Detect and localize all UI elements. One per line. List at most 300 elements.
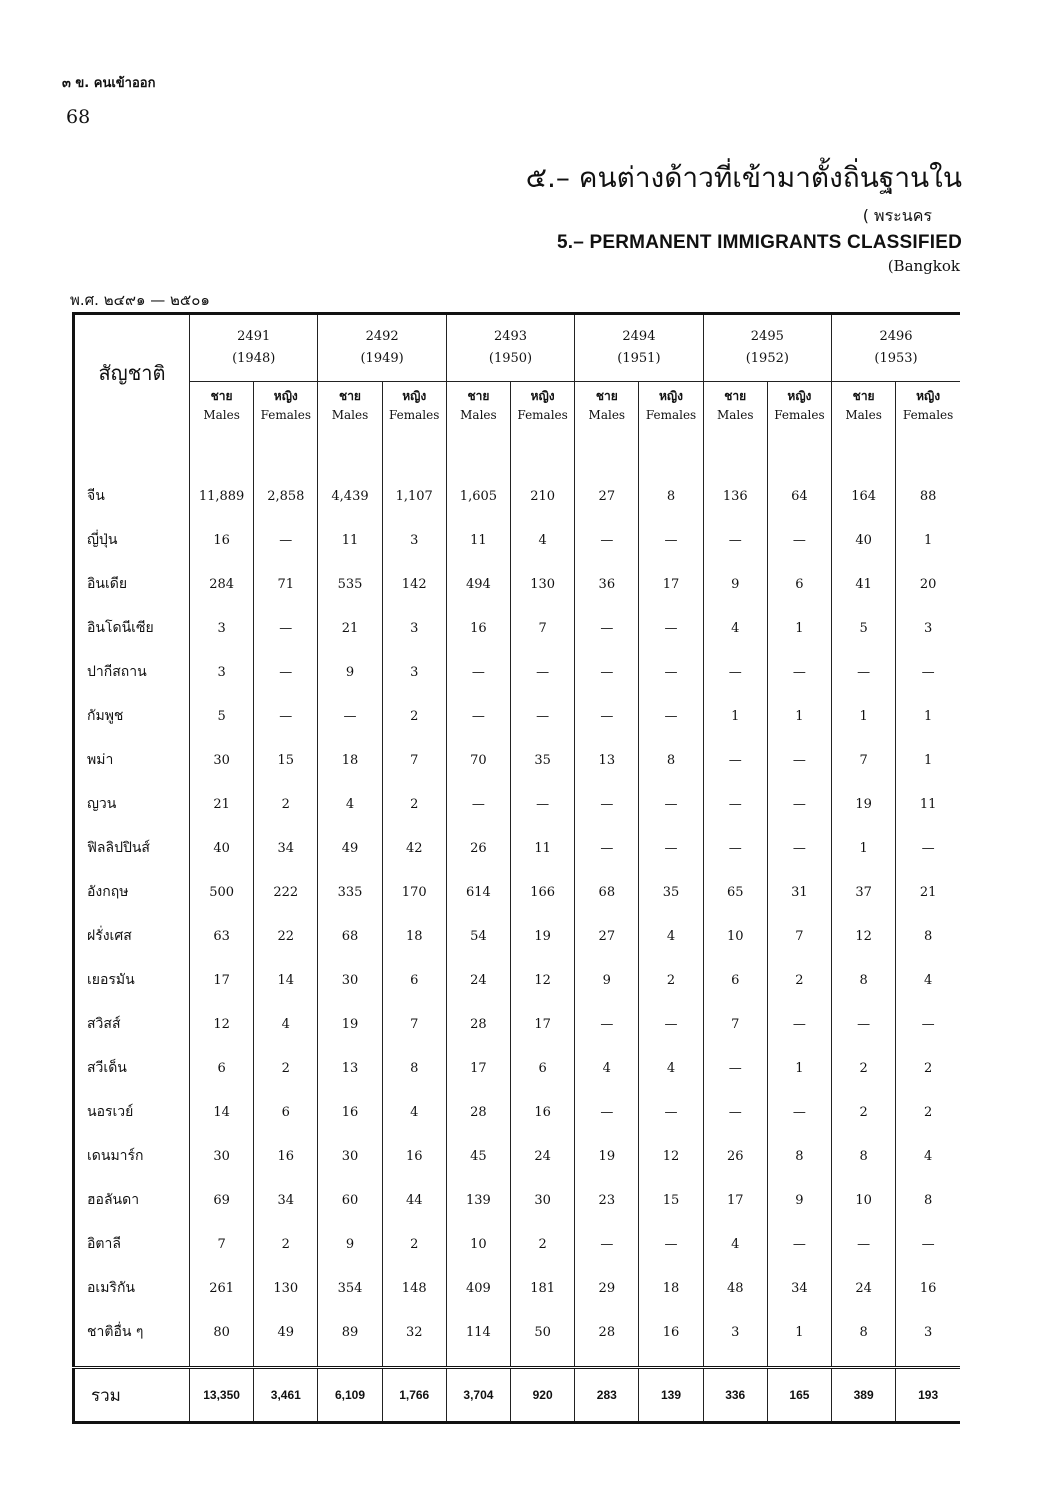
value-cell: 32 [382,1310,446,1354]
value-cell: 29 [575,1266,639,1310]
value-cell: — [767,1090,831,1134]
value-cell: 69 [190,1178,254,1222]
value-cell: 8 [767,1134,831,1178]
value-cell: — [896,650,960,694]
year-header [703,314,831,382]
value-cell: 30 [190,1134,254,1178]
value-cell: 9 [318,650,382,694]
value-cell: 17 [446,1046,510,1090]
value-cell: 28 [446,1002,510,1046]
value-cell: — [575,1222,639,1266]
male-header [318,382,382,431]
value-cell: — [511,782,575,826]
value-cell: 1 [832,694,896,738]
value-cell: 13 [318,1046,382,1090]
nationality-cell: ญวน [87,796,117,812]
value-cell: 27 [575,914,639,958]
value-cell: — [639,1222,703,1266]
year-ce: (1951) [617,351,661,366]
total-value-cell: 389 [832,1368,896,1423]
value-cell: 12 [832,914,896,958]
value-cell: 80 [190,1310,254,1354]
value-cell: 7 [703,1002,767,1046]
value-cell: 500 [190,870,254,914]
table-row [74,738,961,782]
value-cell: — [639,650,703,694]
value-cell: 70 [446,738,510,782]
nationality-cell: อินเดีย [87,576,128,592]
value-cell: — [254,694,318,738]
female-header-thai: หญิง [402,389,427,403]
value-cell: 11 [896,782,960,826]
value-cell: 4 [896,1134,960,1178]
female-header-thai: หญิง [530,389,555,403]
value-cell: 2 [254,782,318,826]
value-cell: 63 [190,914,254,958]
value-cell: 24 [511,1134,575,1178]
value-cell: — [254,518,318,562]
value-cell: 1 [767,606,831,650]
value-cell: 4 [511,518,575,562]
value-cell: 2 [382,1222,446,1266]
value-cell: 9 [318,1222,382,1266]
value-cell: 1 [832,826,896,870]
value-cell: 17 [703,1178,767,1222]
value-cell: — [639,1002,703,1046]
value-cell: 88 [896,474,960,518]
value-cell: 4 [254,1002,318,1046]
value-cell: 2,858 [254,474,318,518]
value-cell: 4 [703,1222,767,1266]
value-cell: — [767,738,831,782]
total-value-cell: 13,350 [190,1368,254,1423]
value-cell: 7 [382,738,446,782]
value-cell: 3 [896,606,960,650]
year-header [446,314,574,382]
value-cell: 20 [896,562,960,606]
value-cell: 2 [382,782,446,826]
value-cell: 1 [703,694,767,738]
value-cell: — [767,782,831,826]
value-cell: — [446,694,510,738]
table-row [74,782,961,826]
total-row [74,1368,961,1423]
value-cell: 26 [446,826,510,870]
value-cell: — [767,826,831,870]
value-cell: 6 [511,1046,575,1090]
value-cell: — [703,518,767,562]
male-header-thai: ชาย [210,389,233,403]
value-cell: 136 [703,474,767,518]
value-cell: 17 [190,958,254,1002]
female-header-english: Females [389,408,440,422]
year-be: 2491 [237,329,271,344]
value-cell: 4 [382,1090,446,1134]
value-cell: 89 [318,1310,382,1354]
value-cell: 40 [832,518,896,562]
value-cell: 8 [896,1178,960,1222]
value-cell: 41 [832,562,896,606]
value-cell: 2 [254,1046,318,1090]
value-cell: 1 [767,1310,831,1354]
total-value-cell: 193 [896,1368,960,1423]
female-header [511,382,575,431]
nationality-cell: อังกฤษ [87,884,129,900]
value-cell: 284 [190,562,254,606]
male-header [190,382,254,431]
value-cell: — [639,826,703,870]
female-header-thai: หญิง [659,389,684,403]
year-header [832,314,960,382]
table-row [74,1178,961,1222]
value-cell: 28 [575,1310,639,1354]
total-value-cell: 283 [575,1368,639,1423]
value-cell: — [575,606,639,650]
value-cell: 1 [896,694,960,738]
value-cell: 28 [446,1090,510,1134]
value-cell: 71 [254,562,318,606]
male-header-thai: ชาย [595,389,618,403]
value-cell: 8 [832,1310,896,1354]
value-cell: — [832,650,896,694]
table-subtitle-thai: ( พระนคร [862,206,932,225]
value-cell: 4,439 [318,474,382,518]
female-header [896,382,960,431]
year-be: 2496 [879,329,913,344]
value-cell: 40 [190,826,254,870]
value-cell: — [639,1090,703,1134]
male-header-english: Males [716,408,754,422]
value-cell: 10 [832,1178,896,1222]
female-header [767,382,831,431]
header-row-sex [74,382,961,431]
nationality-cell: อินโดนีเซีย [87,620,154,636]
value-cell: 42 [382,826,446,870]
value-cell: 5 [190,694,254,738]
value-cell: 210 [511,474,575,518]
table-row [74,826,961,870]
value-cell: 50 [511,1310,575,1354]
value-cell: 19 [511,914,575,958]
value-cell: 4 [575,1046,639,1090]
value-cell: 3 [190,650,254,694]
table-row [74,1222,961,1266]
nationality-cell: ฝรั่งเศส [87,928,132,944]
male-header-thai: ชาย [852,389,875,403]
value-cell: 139 [446,1178,510,1222]
value-cell: 10 [703,914,767,958]
male-header [832,382,896,431]
value-cell: — [511,650,575,694]
value-cell: 36 [575,562,639,606]
value-cell: 1 [896,518,960,562]
value-cell: 31 [767,870,831,914]
total-value-cell: 3,461 [254,1368,318,1423]
value-cell: 8 [639,474,703,518]
value-cell: 2 [896,1090,960,1134]
value-cell: 4 [639,914,703,958]
value-cell: 1 [896,738,960,782]
value-cell: 16 [318,1090,382,1134]
value-cell: 2 [832,1090,896,1134]
male-header-english: Males [588,408,626,422]
female-header-english: Females [260,408,311,422]
value-cell: 34 [254,1178,318,1222]
table-row [74,870,961,914]
table-row [74,518,961,562]
total-value-cell: 336 [703,1368,767,1423]
value-cell: 409 [446,1266,510,1310]
value-cell: 142 [382,562,446,606]
nationality-cell: ญี่ปุ่น [87,532,118,548]
value-cell: — [446,782,510,826]
value-cell: 16 [446,606,510,650]
value-cell: 222 [254,870,318,914]
value-cell: — [767,1222,831,1266]
year-header [575,314,703,382]
nationality-cell: ฮอลันดา [87,1192,140,1208]
value-cell: 44 [382,1178,446,1222]
value-cell: 6 [190,1046,254,1090]
value-cell: 1,605 [446,474,510,518]
nationality-cell: เยอรมัน [87,972,135,988]
value-cell: 11 [446,518,510,562]
value-cell: — [639,694,703,738]
table-row [74,562,961,606]
value-cell: 8 [896,914,960,958]
value-cell: 26 [703,1134,767,1178]
value-cell: 8 [832,958,896,1002]
value-cell: 166 [511,870,575,914]
female-header-thai: หญิง [916,389,941,403]
value-cell: 4 [896,958,960,1002]
value-cell: 6 [382,958,446,1002]
value-cell: 9 [575,958,639,1002]
value-cell: 30 [511,1178,575,1222]
table-row [74,1310,961,1354]
value-cell: 64 [767,474,831,518]
value-cell: 22 [254,914,318,958]
value-cell: 30 [190,738,254,782]
value-cell: — [832,1222,896,1266]
value-cell: 4 [703,606,767,650]
value-cell: 3 [382,518,446,562]
table-row [74,958,961,1002]
value-cell: 3 [896,1310,960,1354]
table-title-english: 5.– PERMANENT IMMIGRANTS CLASSIFIED [557,232,962,253]
year-ce: (1948) [232,351,276,366]
nationality-cell: ชาติอื่น ๆ [87,1324,144,1340]
male-header-english: Males [460,408,497,422]
nationality-cell: ปากีสถาน [87,664,147,680]
total-label: รวม [74,1368,190,1423]
year-be: 2494 [622,329,656,344]
table-subtitle-english: (Bangkok [887,257,960,275]
value-cell: 16 [639,1310,703,1354]
value-cell: — [318,694,382,738]
value-cell: — [575,1002,639,1046]
value-cell: 7 [190,1222,254,1266]
period-label: พ.ศ. ๒๔๙๑ — ๒๕๐๑ [70,291,210,309]
male-header-thai: ชาย [724,389,747,403]
year-be: 2492 [365,329,399,344]
value-cell: 12 [511,958,575,1002]
value-cell: 24 [832,1266,896,1310]
value-cell: 8 [639,738,703,782]
value-cell: 130 [511,562,575,606]
female-header-thai: หญิง [273,389,298,403]
value-cell: 35 [639,870,703,914]
nationality-cell: อเมริกัน [87,1280,135,1296]
nationality-cell: สวิสส์ [87,1016,121,1032]
value-cell: 37 [832,870,896,914]
year-header [190,314,318,382]
female-header [254,382,318,431]
male-header-english: Males [203,408,240,422]
value-cell: — [767,518,831,562]
table-row [74,1046,961,1090]
value-cell: 19 [318,1002,382,1046]
value-cell: — [511,694,575,738]
female-header-english: Females [645,408,697,422]
table-row [74,1090,961,1134]
value-cell: — [575,650,639,694]
value-cell: 34 [254,826,318,870]
value-cell: 35 [511,738,575,782]
value-cell: 13 [575,738,639,782]
year-ce: (1949) [360,351,404,366]
table-row [74,606,961,650]
header-row-years [74,314,961,382]
value-cell: — [575,826,639,870]
total-value-cell: 3,704 [446,1368,510,1423]
value-cell: 21 [896,870,960,914]
value-cell: — [703,650,767,694]
nationality-cell: จีน [87,488,105,504]
value-cell: — [703,738,767,782]
value-cell: 2 [511,1222,575,1266]
value-cell: — [703,1046,767,1090]
value-cell: 335 [318,870,382,914]
value-cell: — [575,782,639,826]
value-cell: 614 [446,870,510,914]
value-cell: 8 [382,1046,446,1090]
year-ce: (1950) [488,351,533,366]
value-cell: 10 [446,1222,510,1266]
value-cell: 7 [511,606,575,650]
value-cell: 7 [382,1002,446,1046]
value-cell: 16 [254,1134,318,1178]
female-header-english: Females [774,408,825,422]
value-cell: 19 [575,1134,639,1178]
value-cell: 34 [767,1266,831,1310]
table-row [74,694,961,738]
value-cell: 54 [446,914,510,958]
table-row [74,1134,961,1178]
value-cell: 170 [382,870,446,914]
table-row [74,650,961,694]
value-cell: 164 [832,474,896,518]
value-cell: 3 [190,606,254,650]
value-cell: 2 [382,694,446,738]
nationality-cell: ฟิลลิปปินส์ [87,840,150,856]
value-cell: 21 [190,782,254,826]
value-cell: 14 [254,958,318,1002]
nationality-cell: เดนมาร์ก [87,1148,144,1164]
value-cell: 24 [446,958,510,1002]
table-row [74,914,961,958]
value-cell: 4 [318,782,382,826]
male-header [703,382,767,431]
value-cell: 1,107 [382,474,446,518]
total-value-cell: 920 [511,1368,575,1423]
nationality-cell: อิตาลี [87,1236,121,1252]
value-cell: — [446,650,510,694]
male-header-thai: ชาย [339,389,361,403]
value-cell: 9 [703,562,767,606]
value-cell: — [767,650,831,694]
value-cell: 15 [639,1178,703,1222]
value-cell: — [896,1222,960,1266]
total-value-cell: 165 [767,1368,831,1423]
value-cell: 18 [382,914,446,958]
value-cell: — [896,1002,960,1046]
value-cell: — [832,1002,896,1046]
total-value-cell: 1,766 [382,1368,446,1423]
value-cell: 30 [318,1134,382,1178]
female-header-english: Females [902,408,954,422]
value-cell: — [575,1090,639,1134]
value-cell: 6 [254,1090,318,1134]
nationality-cell: พม่า [87,752,114,768]
male-header-english: Males [845,408,882,422]
value-cell: 60 [318,1178,382,1222]
value-cell: — [767,1002,831,1046]
value-cell: 9 [767,1178,831,1222]
total-value-cell: 6,109 [318,1368,382,1423]
value-cell: 6 [767,562,831,606]
value-cell: 130 [254,1266,318,1310]
value-cell: 49 [318,826,382,870]
value-cell: 5 [832,606,896,650]
value-cell: 114 [446,1310,510,1354]
value-cell: 68 [575,870,639,914]
value-cell: 2 [639,958,703,1002]
value-cell: 1 [767,1046,831,1090]
value-cell: 45 [446,1134,510,1178]
table-title-thai: ๕.– คนต่างด้าวที่เข้ามาตั้งถิ่นฐานใน [525,161,962,194]
nationality-cell: นอรเวย์ [87,1104,134,1120]
male-header [446,382,510,431]
male-header-thai: ชาย [467,389,490,403]
value-cell: 7 [767,914,831,958]
female-header-thai: หญิง [787,389,812,403]
value-cell: 18 [318,738,382,782]
value-cell: 1 [767,694,831,738]
value-cell: 27 [575,474,639,518]
value-cell: 23 [575,1178,639,1222]
value-cell: 16 [511,1090,575,1134]
value-cell: — [639,782,703,826]
value-cell: 30 [318,958,382,1002]
value-cell: 68 [318,914,382,958]
value-cell: 14 [190,1090,254,1134]
value-cell: 3 [703,1310,767,1354]
value-cell: 48 [703,1266,767,1310]
year-ce: (1952) [745,351,789,366]
value-cell: 17 [511,1002,575,1046]
immigrants-table [72,312,960,1424]
